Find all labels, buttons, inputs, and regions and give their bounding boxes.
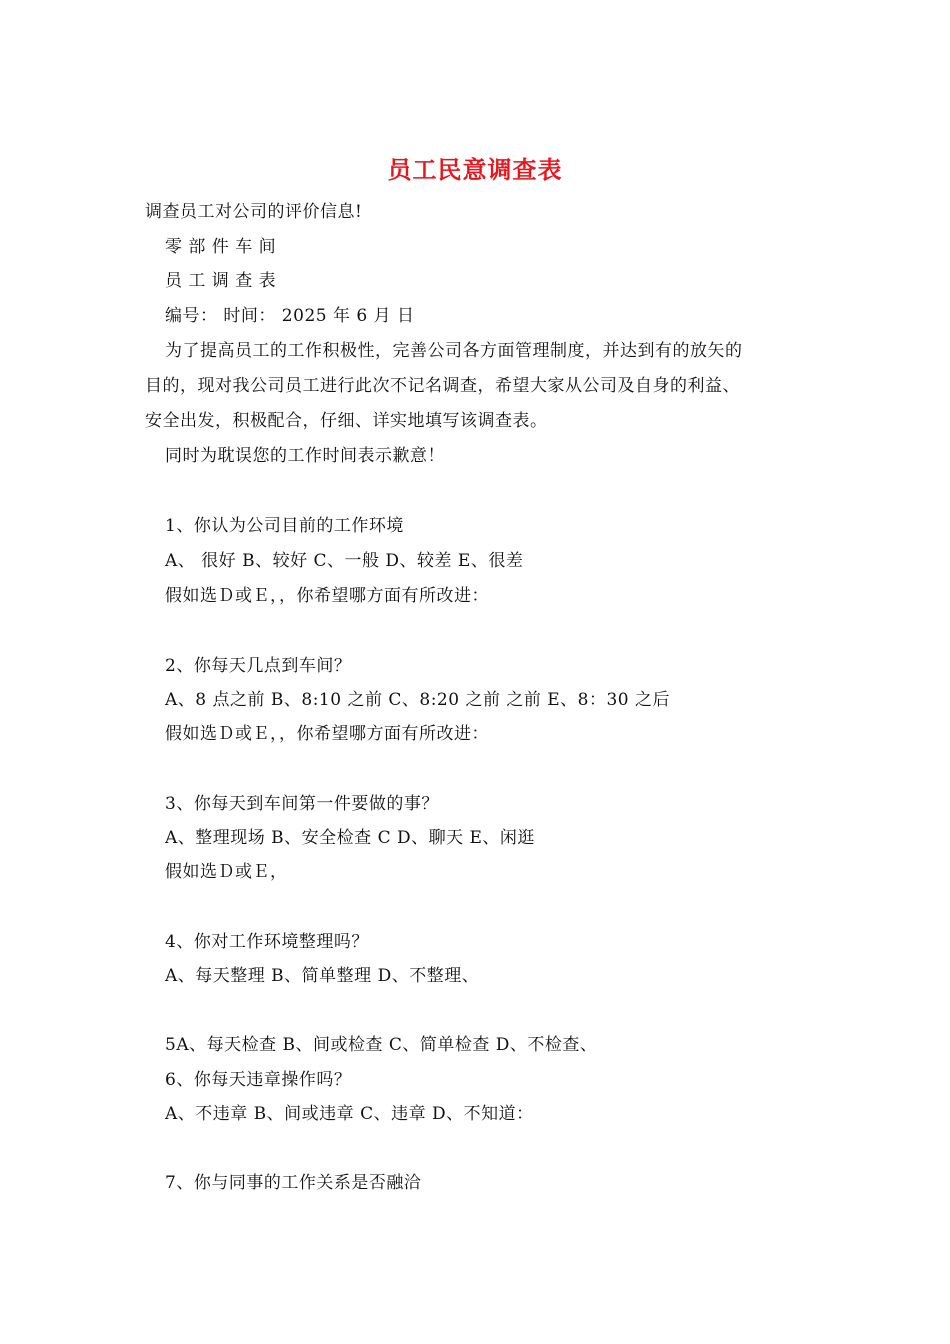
question-followup: 假如选Ｄ或Ｅ，，你希望哪方面有所改进： (165, 724, 489, 744)
form-name: 员 工 调 查 表 (165, 271, 277, 291)
paragraph-line: 为了提高员工的工作积极性，完善公司各方面管理制度，并达到有的放矢的 (165, 341, 743, 361)
question-followup: 假如选Ｄ或Ｅ， (165, 862, 288, 882)
document-title: 员工民意调查表 (387, 155, 563, 184)
question-text: 4、你对工作环境整理吗？ (165, 932, 369, 952)
apology-text: 同时为耽误您的工作时间表示歉意！ (165, 446, 445, 466)
department-name: 零 部 件 车 间 (165, 237, 277, 257)
question-options: A、8 点之前 B、8:10 之前 C、8:20 之前 之前 E、8：30 之后 (165, 690, 671, 710)
question-text: 5A、每天检查 B、间或检查 C、简单检查 D、不检查、 (165, 1035, 598, 1055)
question-options: A、不违章 B、间或违章 C、违章 D、不知道： (165, 1104, 534, 1124)
question-text: 2、你每天几点到车间？ (165, 656, 352, 676)
question-followup: 假如选Ｄ或Ｅ，，你希望哪方面有所改进： (165, 586, 489, 606)
question-text: 7、你与同事的工作关系是否融洽 (165, 1173, 422, 1193)
question-text: 6、你每天违章操作吗？ (165, 1070, 352, 1090)
question-text: 1、你认为公司目前的工作环境 (165, 516, 404, 536)
paragraph-line: 目的，现对我公司员工进行此次不记名调查，希望大家从公司及自身的利益、 (145, 376, 740, 396)
paragraph-line: 安全出发，积极配合，仔细、详实地填写该调查表。 (145, 411, 548, 431)
intro-text: 调查员工对公司的评价信息! (145, 202, 363, 222)
question-options: A、 很好 B、较好 C、一般 D、较差 E、很差 (165, 551, 524, 571)
question-options: A、整理现场 B、安全检查 C D、聊天 E、闲逛 (165, 828, 535, 848)
question-text: 3、你每天到车间第一件要做的事？ (165, 794, 439, 814)
meta-line: 编号： 时间： 2025 年 6 月 日 (165, 306, 415, 326)
question-options: A、每天整理 B、简单整理 D、不整理、 (165, 966, 480, 986)
